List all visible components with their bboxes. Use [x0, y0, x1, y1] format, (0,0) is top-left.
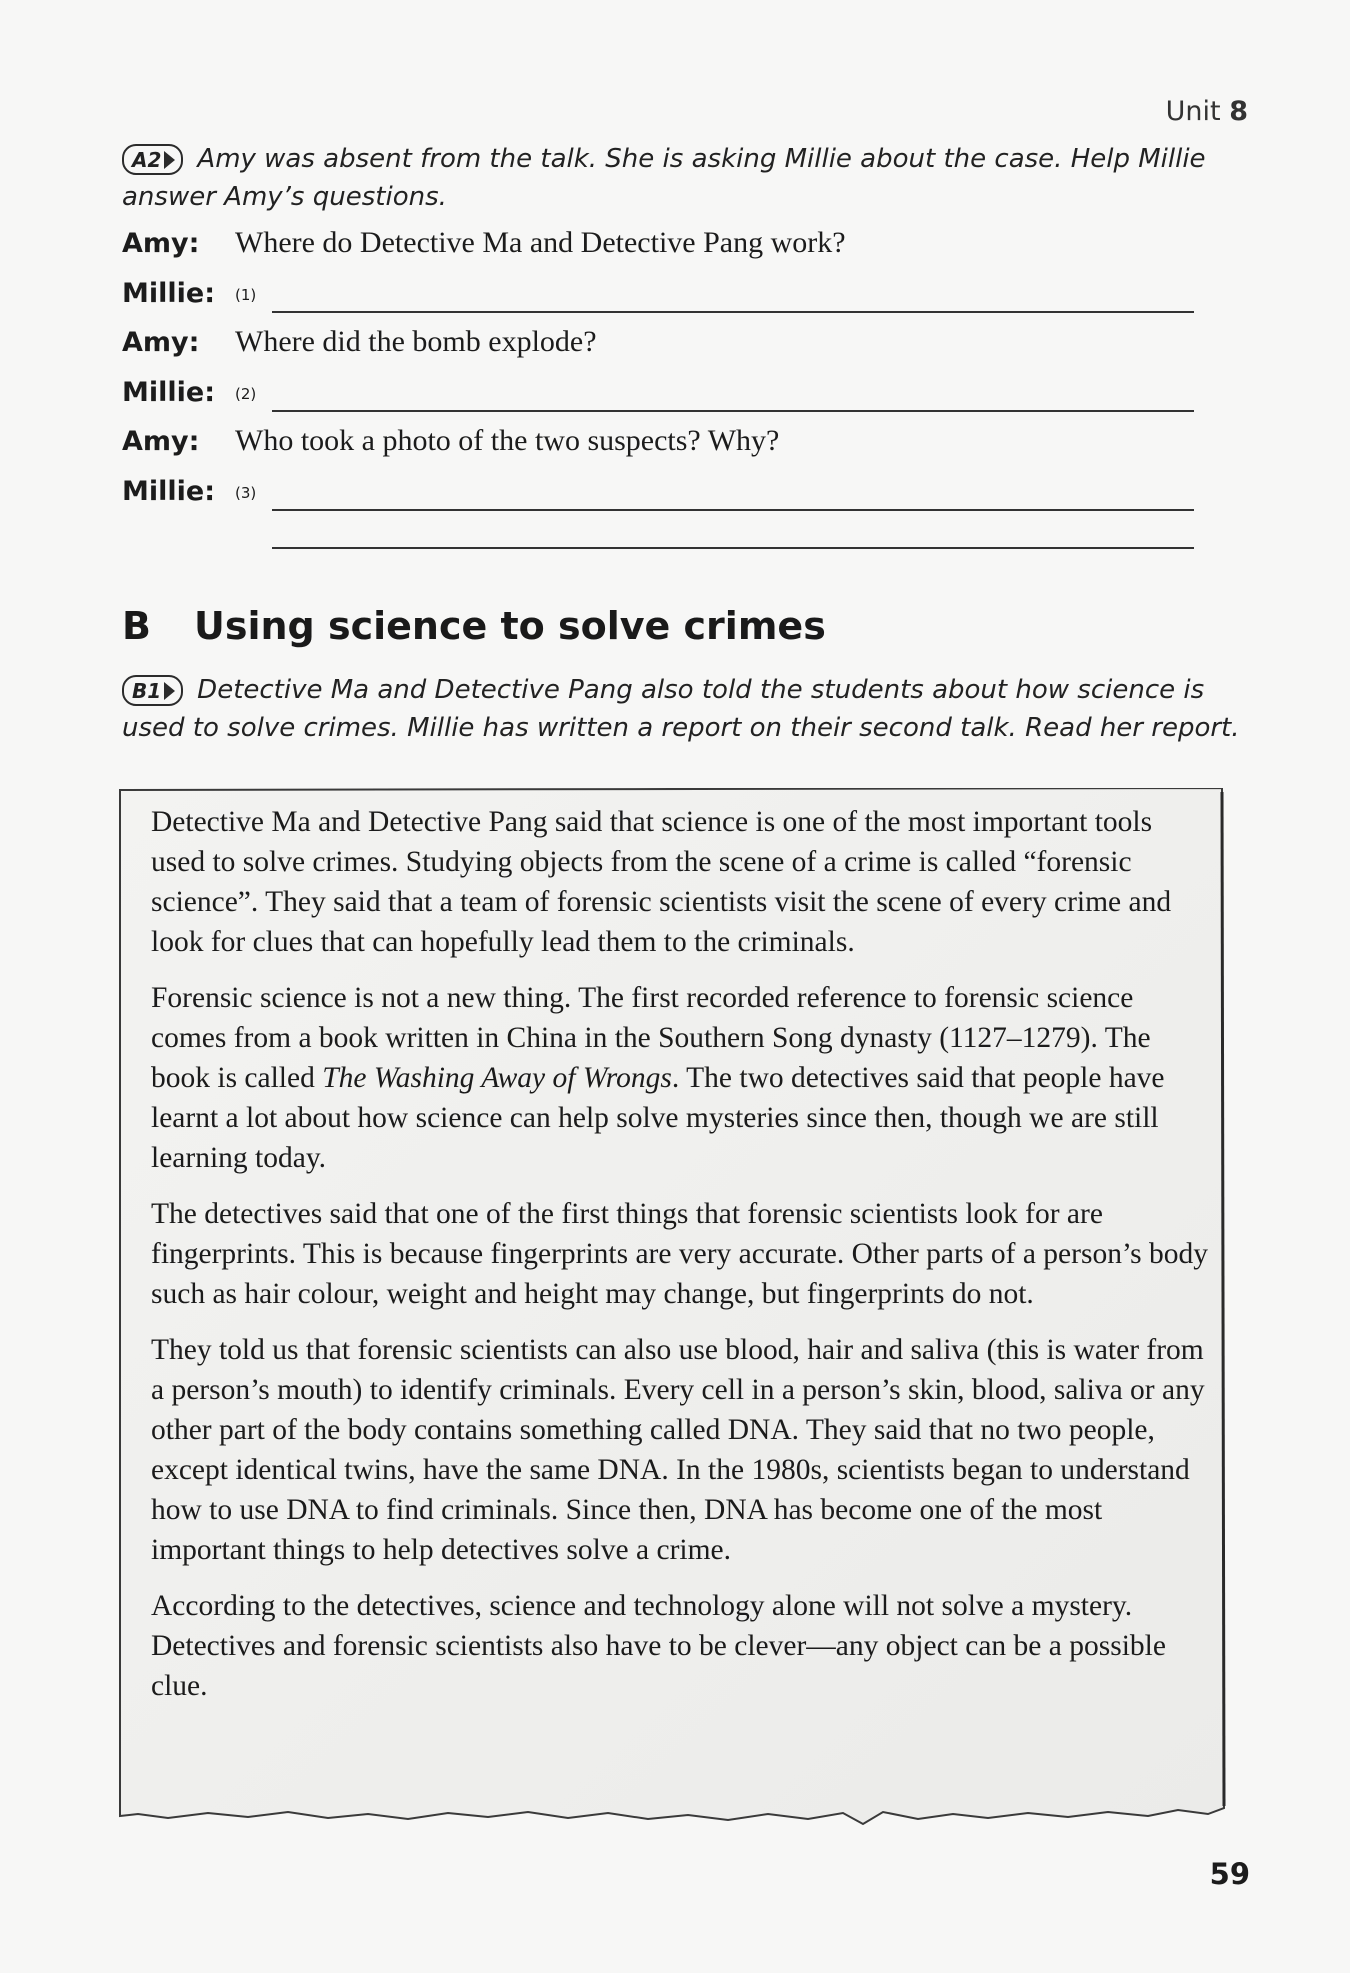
- task-badge-label: A2: [132, 147, 162, 172]
- section-title: Using science to solve crimes: [194, 604, 826, 648]
- answer-blank-2[interactable]: [272, 410, 1194, 412]
- speaker-label: Amy:: [122, 228, 200, 259]
- blank-number: (1): [235, 285, 257, 304]
- report-text-segment: . The two detectives said that people have learnt a lot about how science can help solve mysteries since then, though we are still learning today.: [151, 1062, 1165, 1174]
- question-text: Where did the bomb explode?: [235, 325, 597, 358]
- unit-label: [1166, 96, 1248, 127]
- dialogue: [122, 228, 1194, 575]
- dialogue-row: [122, 228, 1194, 278]
- answer-blank-3[interactable]: [272, 509, 1194, 511]
- speaker-label: Amy:: [122, 426, 200, 457]
- report-paragraph: [151, 978, 1211, 1178]
- dialogue-row: [122, 278, 1194, 328]
- dialogue-row: [122, 525, 1194, 575]
- book-title: The Washing Away of Wrongs: [322, 1062, 672, 1094]
- task-a2-instruction: [122, 140, 1252, 216]
- unit-number: 8: [1229, 96, 1248, 127]
- report-text-segment: Forensic science is not a new thing. The first recorded reference to forensic science comes from a book written in China in the Southern Song dynasty (1127–1279). The book is called: [151, 982, 1151, 1094]
- report-paragraph: According to the detectives, science and technology alone will not solve a mystery. Detectives and forensic scientists also have to be clever—any object can be a possible clue.: [151, 1590, 1166, 1702]
- instruction-text: Amy was absent from the talk. She is asking Millie about the case. Help Millie answer Amy’s questions.: [122, 144, 1206, 212]
- answer-blank-3-continued[interactable]: [272, 547, 1194, 549]
- speaker-label: Millie:: [122, 475, 215, 507]
- dialogue-row: [122, 327, 1194, 377]
- speaker-label: Millie:: [122, 376, 215, 408]
- play-arrow-icon: [164, 682, 175, 700]
- report-paragraph: They told us that forensic scientists can also use blood, hair and saliva (this is water from a person’s mouth) to identify criminals. Every cell in a person’s skin, blood, saliva or any other part of the body contains something called DNA. They said that no two people, except identical twins, have the same DNA. In the 1980s, scientists began to understand how to use DNA to find criminals. Since then, DNA has become one of the most important things to help detectives solve a crime.: [151, 1334, 1205, 1566]
- page-number: 59: [1209, 1857, 1250, 1891]
- dialogue-row: [122, 426, 1194, 476]
- report-text: [151, 802, 1211, 1722]
- instruction-text: Detective Ma and Detective Pang also told the students about how science is used to solve crimes. Millie has written a report on their second talk. Read her report.: [122, 675, 1240, 743]
- section-letter: B: [122, 604, 151, 648]
- question-text: Who took a photo of the two suspects? Why?: [235, 424, 780, 457]
- speaker-label: Amy:: [122, 327, 200, 358]
- report-paragraph: The detectives said that one of the first things that forensic scientists look for are fingerprints. This is because fingerprints are very accurate. Other parts of a person’s body such as hair colour, weight and height may change, but fingerprints do not.: [151, 1198, 1209, 1310]
- dialogue-row: [122, 377, 1194, 427]
- question-text: Where do Detective Ma and Detective Pang work?: [235, 226, 846, 259]
- unit-word: Unit: [1165, 96, 1221, 127]
- play-arrow-icon: [164, 151, 175, 169]
- report-paragraph: Detective Ma and Detective Pang said that science is one of the most important tools used to solve crimes. Studying objects from the scene of a crime is called “forensic science”. They said that a team of forensic scientists visit the scene of every crime and look for clues that can hopefully lead them to the criminals.: [151, 806, 1172, 958]
- task-badge-label: B1: [132, 678, 162, 703]
- task-badge-a2: [122, 144, 183, 175]
- task-badge-b1: [122, 675, 183, 706]
- speaker-label: Millie:: [122, 277, 215, 309]
- task-b1-instruction: [122, 671, 1252, 747]
- section-heading: [122, 604, 826, 648]
- blank-number: (2): [235, 384, 257, 403]
- blank-number: (3): [235, 483, 257, 502]
- report-box: [118, 788, 1226, 1828]
- answer-blank-1[interactable]: [272, 311, 1194, 313]
- dialogue-row: [122, 476, 1194, 526]
